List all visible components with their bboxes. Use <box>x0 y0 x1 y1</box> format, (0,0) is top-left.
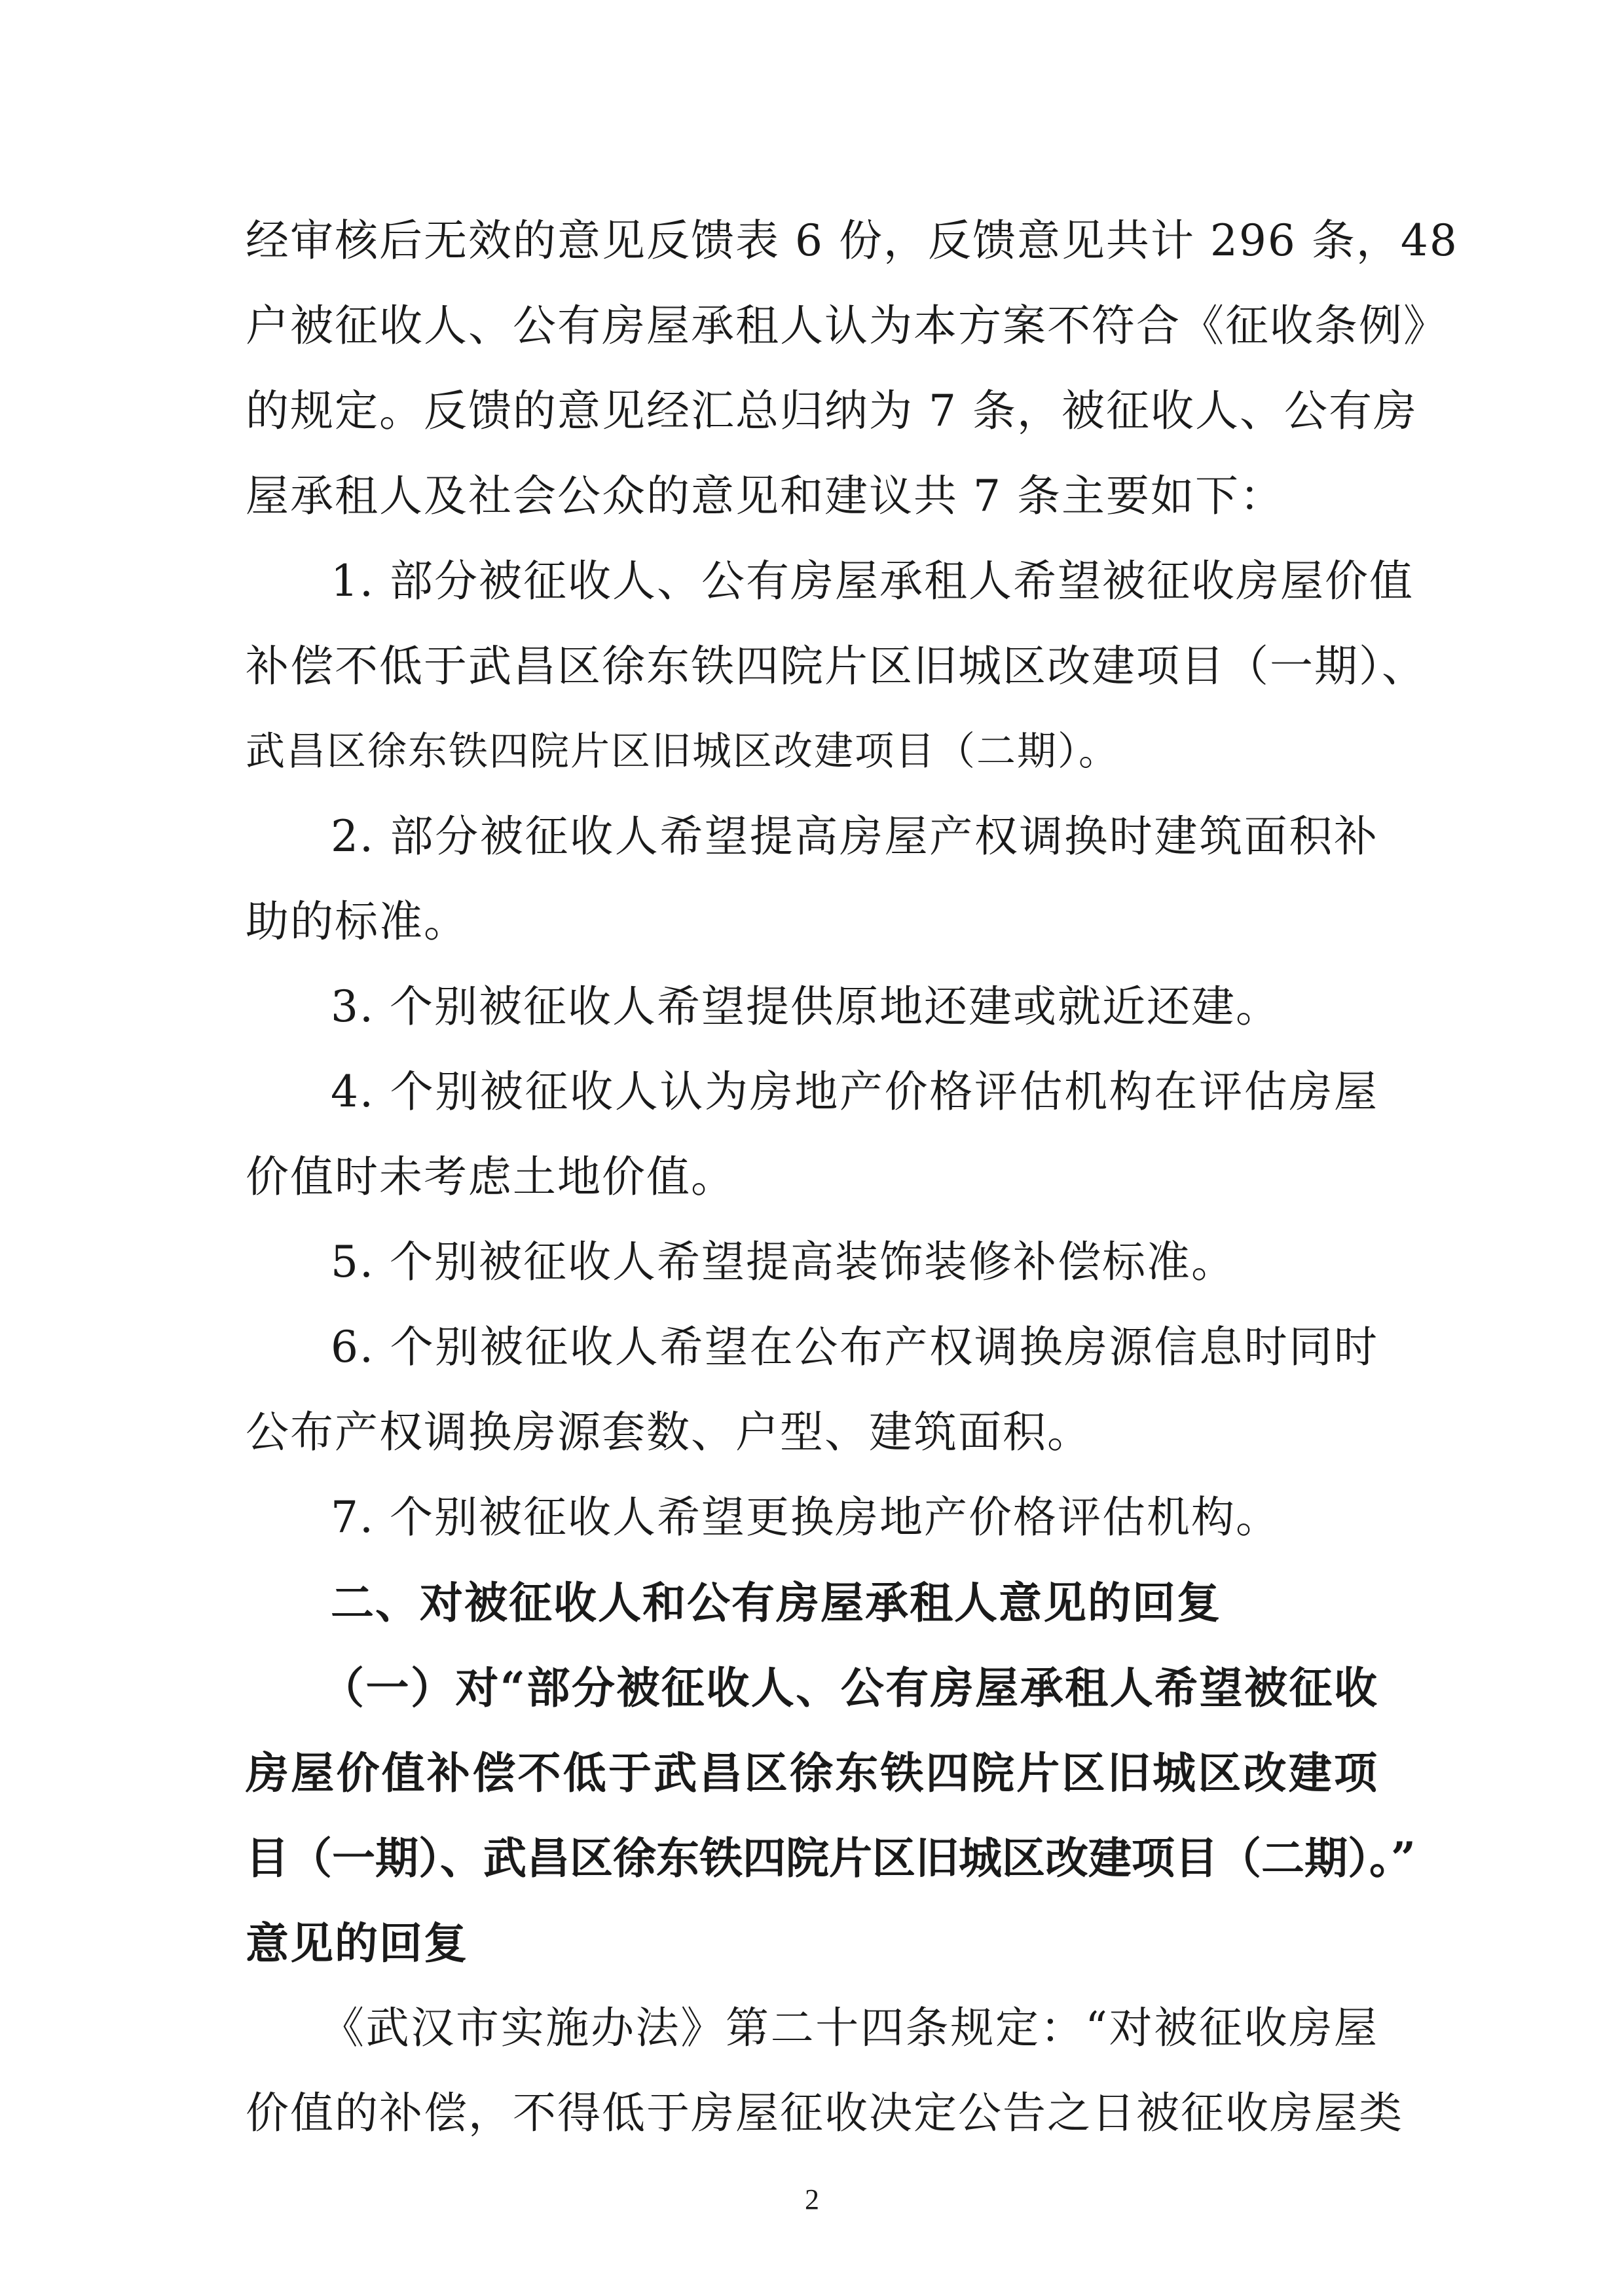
list-item-4-line-1: 4. 个别被征收人认为房地产价格评估机构在评估房屋 <box>331 1066 1378 1117</box>
list-item-1-line-2: 补偿不低于武昌区徐东铁四院片区旧城区改建项目（一期）、 <box>246 641 1426 691</box>
list-item-6-line-1: 6. 个别被征收人希望在公布产权调换房源信息时同时 <box>331 1322 1378 1372</box>
paragraph-line-1: 经审核后无效的意见反馈表 6 份，反馈意见共计 296 条，48 <box>246 215 1458 266</box>
section-heading: 二、对被征收人和公有房屋承租人意见的回复 <box>331 1577 1221 1628</box>
paragraph-line-4: 屋承租人及社会公众的意见和建议共 7 条主要如下： <box>246 471 1284 521</box>
list-item-5: 5. 个别被征收人希望提高装饰装修补偿标准。 <box>331 1237 1236 1287</box>
paragraph-line-2: 户被征收人、公有房屋承租人认为本方案不符合《征收条例》 <box>246 301 1448 351</box>
subsection-heading-line-1: （一）对“部分被征收人、公有房屋承租人希望被征收 <box>321 1662 1378 1713</box>
list-item-3: 3. 个别被征收人希望提供原地还建或就近还建。 <box>331 981 1280 1032</box>
paragraph-quote-line-2: 价值的补偿，不得低于房屋征收决定公告之日被征收房屋类 <box>246 2088 1403 2138</box>
list-item-7: 7. 个别被征收人希望更换房地产价格评估机构。 <box>331 1492 1280 1542</box>
page-number: 2 <box>805 2183 819 2215</box>
paragraph-line-3: 的规定。反馈的意见经汇总归纳为 7 条，被征收人、公有房 <box>246 386 1418 436</box>
list-item-1-line-3: 武昌区徐东铁四院片区旧城区改建项目（二期）。 <box>246 729 1119 774</box>
list-item-1-line-1: 1. 部分被征收人、公有房屋承租人希望被征收房屋价值 <box>331 556 1414 606</box>
paragraph-quote-line-1: 《武汉市实施办法》第二十四条规定：“对被征收房屋 <box>321 2003 1378 2053</box>
list-item-4-line-2: 价值时未考虑土地价值。 <box>246 1152 735 1202</box>
subsection-heading-line-4: 意见的回复 <box>246 1918 468 1969</box>
subsection-heading-line-3: 目（一期）、武昌区徐东铁四院片区旧城区改建项目（二期）。” <box>246 1832 1416 1884</box>
list-item-2-line-2: 助的标准。 <box>246 896 468 947</box>
subsection-heading-line-2: 房屋价值补偿不低于武昌区徐东铁四院片区旧城区改建项 <box>246 1747 1378 1798</box>
list-item-6-line-2: 公布产权调换房源套数、户型、建筑面积。 <box>246 1407 1092 1457</box>
list-item-2-line-1: 2. 部分被征收人希望提高房屋产权调换时建筑面积补 <box>331 811 1378 862</box>
